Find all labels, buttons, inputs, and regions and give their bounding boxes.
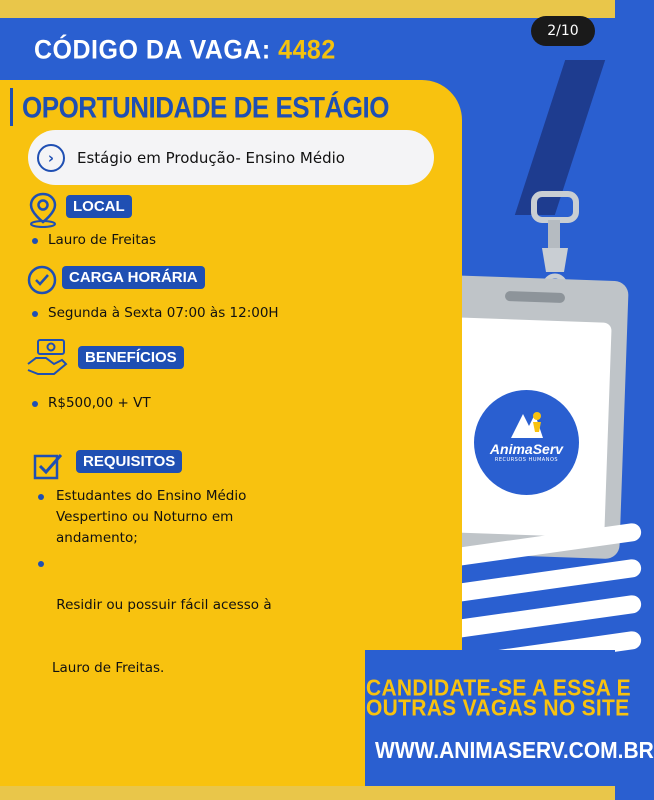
local-item: Lauro de Freitas (48, 232, 157, 248)
chevron-right-icon: › (37, 144, 65, 172)
logo-figure-icon (507, 410, 547, 440)
requirement-line: Lauro de Freitas. (52, 660, 165, 676)
requirement-line: Estudantes do Ensino Médio (56, 488, 247, 504)
bottom-border (0, 786, 615, 800)
section-label-local: LOCAL (66, 195, 132, 218)
location-pin-icon (26, 192, 60, 228)
section-label-schedule: CARGA HORÁRIA (62, 266, 205, 289)
bullet-dot (38, 494, 44, 500)
requirement-item (52, 553, 272, 721)
bullet-dot (32, 311, 38, 317)
animaserv-logo (474, 390, 579, 495)
cta-line-2: OUTRAS VAGAS NO SITE (366, 695, 630, 722)
job-code (34, 35, 336, 66)
requirement-line: Residir ou possuir fácil acesso à (52, 597, 272, 613)
badge-slot (505, 291, 565, 303)
money-hand-icon (26, 338, 70, 378)
bullet-dot (38, 561, 44, 567)
schedule-item: Segunda à Sexta 07:00 às 12:00H (48, 305, 279, 321)
cta-line-1: CANDIDATE-SE A ESSA E (366, 675, 631, 702)
cta-website-link[interactable]: WWW.ANIMASERV.COM.BR (375, 738, 654, 764)
page-counter: 2/10 (531, 16, 595, 46)
requirement-item (56, 486, 246, 549)
section-label-requirements: REQUISITOS (76, 450, 182, 473)
job-code-label: CÓDIGO DA VAGA: (34, 34, 271, 66)
position-pill (28, 130, 434, 185)
job-code-value: 4482 (278, 34, 336, 66)
bullet-dot (32, 238, 38, 244)
page-title: OPORTUNIDADE DE ESTÁGIO (22, 90, 389, 125)
section-label-benefits: BENEFÍCIOS (78, 346, 184, 369)
title-accent-bar (10, 88, 13, 126)
logo-subtitle: RECURSOS HUMANOS (494, 456, 559, 463)
position-title: Estágio em Produção- Ensino Médio (77, 148, 345, 167)
bullet-dot (32, 401, 38, 407)
requirement-line: Vespertino ou Noturno em (56, 509, 234, 525)
requirement-line: andamento; (56, 530, 138, 546)
clock-check-icon (26, 264, 58, 296)
benefits-item: R$500,00 + VT (48, 395, 151, 411)
decorative-stripes (462, 520, 615, 660)
checkbox-icon (32, 450, 64, 482)
logo-name: AnimaServ (489, 440, 564, 457)
